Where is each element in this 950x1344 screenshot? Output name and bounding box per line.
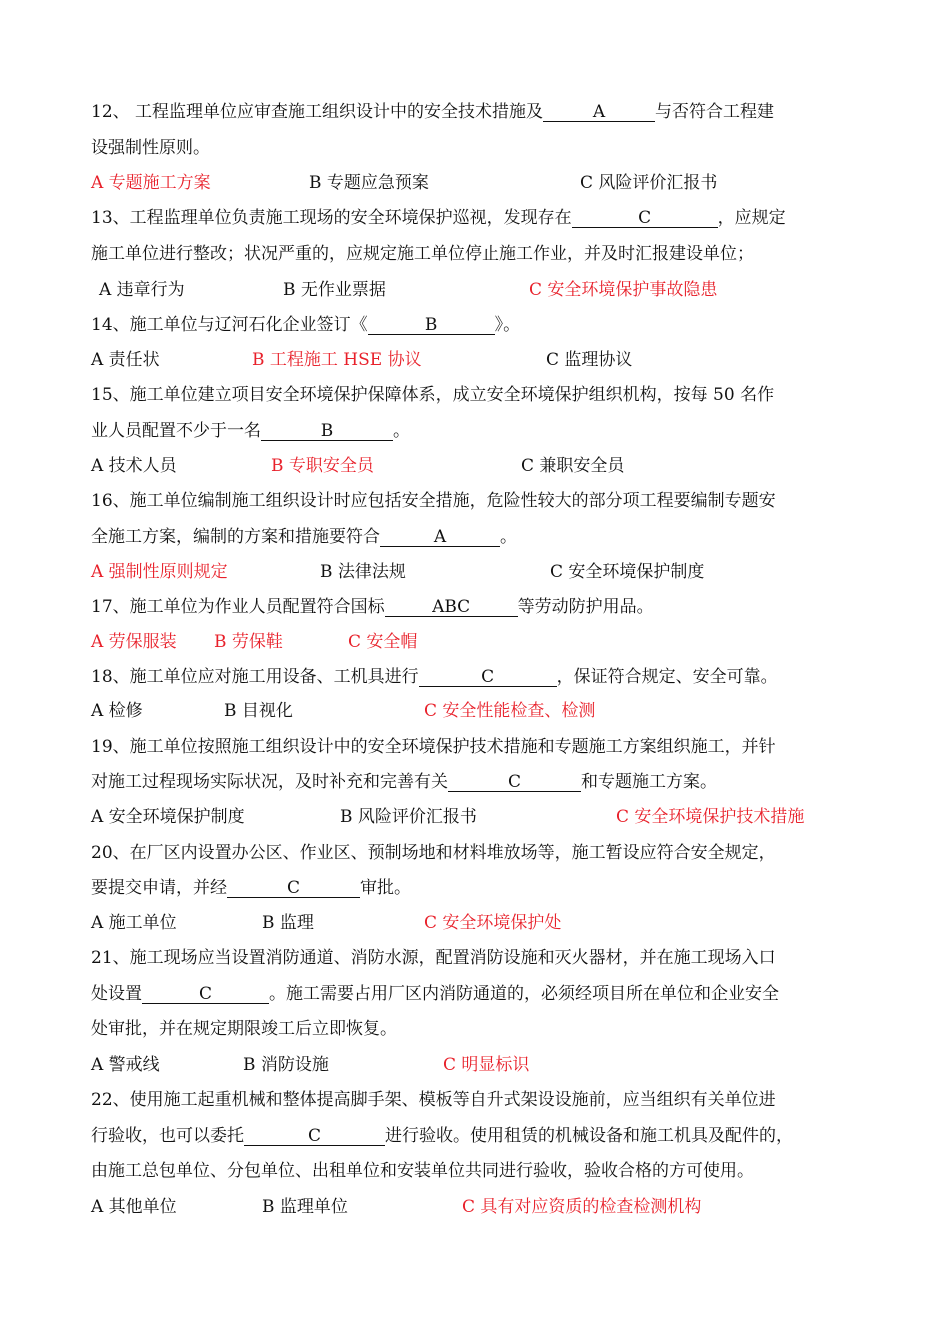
answer-blank: ABC — [385, 598, 518, 617]
answer-blank: B — [368, 316, 495, 335]
option-b: B 法律法规 — [320, 562, 406, 582]
option-b: B 监理 — [262, 913, 314, 933]
option-c: C 安全环境保护制度 — [550, 562, 705, 582]
question-14-line-1 — [91, 314, 890, 336]
question-15-line-2 — [91, 420, 890, 442]
option-c: C 安全环境保护技术措施 — [616, 807, 805, 827]
question-text: 行验收，也可以委托 — [91, 1126, 244, 1146]
option-c: C 安全帽 — [348, 632, 418, 652]
question-12-line-1 — [91, 101, 890, 123]
question-text: ，保证符合规定、安全可靠。 — [556, 667, 778, 687]
option-a: A 强制性原则规定 — [91, 562, 228, 582]
question-20-line-2 — [91, 877, 890, 899]
answer-blank: C — [244, 1127, 385, 1146]
question-12-line-2: 设强制性原则。 — [91, 138, 210, 158]
option-a: A 劳保服装 — [91, 632, 177, 652]
option-b: B 监理单位 — [262, 1197, 348, 1217]
answer-blank: A — [543, 103, 655, 122]
option-c: C 风险评价汇报书 — [580, 173, 718, 193]
question-text: 审批。 — [360, 878, 411, 898]
option-a: A 其他单位 — [91, 1197, 177, 1217]
option-c: C 监理协议 — [546, 350, 633, 370]
option-b: B 劳保鞋 — [214, 632, 283, 652]
option-c: C 兼职安全员 — [521, 456, 625, 476]
option-b: B 工程施工 HSE 协议 — [252, 350, 422, 370]
option-b: B 消防设施 — [243, 1055, 329, 1075]
answer-blank: C — [227, 879, 360, 898]
option-a: A 警戒线 — [91, 1055, 160, 1075]
question-text: 业人员配置不少于一名 — [91, 421, 261, 441]
option-c: C 安全环境保护事故隐患 — [529, 280, 718, 300]
question-text: 17、施工单位为作业人员配置符合国标 — [91, 597, 385, 617]
question-13-line-1 — [91, 207, 890, 229]
question-text: 进行验收。使用租赁的机械设备和施工机具及配件的， — [385, 1126, 793, 1146]
answer-blank: C — [572, 209, 718, 228]
answer-blank: B — [261, 422, 393, 441]
question-text: 要提交申请，并经 — [91, 878, 227, 898]
option-a: A 技术人员 — [91, 456, 177, 476]
question-text: 18、施工单位应对施工用设备、工机具进行 — [91, 667, 419, 687]
answer-blank: A — [380, 528, 500, 547]
question-text: 对施工过程现场实际状况，及时补充和完善有关 — [91, 772, 448, 792]
question-text: 14、施工单位与辽河石化企业签订《 — [91, 315, 368, 335]
answer-blank: C — [448, 773, 581, 792]
question-text: 和专题施工方案。 — [581, 772, 717, 792]
option-a: A 安全环境保护制度 — [91, 807, 245, 827]
question-19-line-2 — [91, 771, 890, 793]
question-19-line-1: 19、施工单位按照施工组织设计中的安全环境保护技术措施和专题施工方案组织施工，并针 — [91, 737, 776, 757]
question-text: 。施工需要占用厂区内消防通道的，必须经项目所在单位和企业安全 — [269, 984, 779, 1004]
option-b: B 无作业票据 — [283, 280, 386, 300]
question-16-line-1: 16、施工单位编制施工组织设计时应包括安全措施，危险性较大的部分项工程要编制专题安 — [91, 491, 776, 511]
question-22-line-3: 由施工总包单位、分包单位、出租单位和安装单位共同进行验收，验收合格的方可使用。 — [91, 1161, 754, 1181]
question-16-line-2 — [91, 526, 890, 548]
question-21-line-2 — [91, 983, 890, 1005]
question-22-line-1: 22、使用施工起重机械和整体提高脚手架、模板等自升式架设设施前，应当组织有关单位进 — [91, 1090, 776, 1110]
option-a: A 施工单位 — [91, 913, 177, 933]
option-b: B 专题应急预案 — [309, 173, 429, 193]
option-c: C 明显标识 — [443, 1055, 530, 1075]
option-a: A 违章行为 — [99, 280, 185, 300]
question-text: 》。 — [494, 315, 521, 335]
question-22-line-2 — [91, 1125, 890, 1147]
option-c: C 安全环境保护处 — [424, 913, 562, 933]
question-text: 。 — [393, 421, 410, 441]
question-17-line-1 — [91, 596, 890, 618]
option-b: B 目视化 — [224, 701, 293, 721]
question-text: 处设置 — [91, 984, 142, 1004]
question-21-line-3: 处审批，并在规定期限竣工后立即恢复。 — [91, 1019, 397, 1039]
option-a: A 检修 — [91, 701, 143, 721]
option-b: B 专职安全员 — [271, 456, 374, 476]
question-text: 等劳动防护用品。 — [517, 597, 654, 617]
option-b: B 风险评价汇报书 — [340, 807, 477, 827]
question-text: ，应规定 — [717, 208, 786, 228]
answer-blank: C — [419, 668, 557, 687]
question-15-line-1: 15、施工单位建立项目安全环境保护保障体系，成立安全环境保护组织机构，按每 50 名作 — [91, 385, 775, 405]
question-20-line-1: 20、在厂区内设置办公区、作业区、预制场地和材料堆放场等，施工暂设应符合安全规定， — [91, 843, 776, 863]
option-c: C 安全性能检查、检测 — [424, 701, 596, 721]
question-text: 全施工方案，编制的方案和措施要符合 — [91, 527, 380, 547]
answer-blank: C — [142, 985, 269, 1004]
question-text: 13、工程监理单位负责施工现场的安全环境保护巡视，发现存在 — [91, 208, 572, 228]
option-a: A 专题施工方案 — [91, 173, 211, 193]
question-21-line-1: 21、施工现场应当设置消防通道、消防水源，配置消防设施和灭火器材，并在施工现场入口 — [91, 948, 776, 968]
question-text: 。 — [500, 527, 517, 547]
question-text: 12、 工程监理单位应审查施工组织设计中的安全技术措施及 — [91, 102, 544, 122]
option-c: C 具有对应资质的检查检测机构 — [462, 1197, 702, 1217]
question-18-line-1 — [91, 666, 890, 688]
option-a: A 责任状 — [91, 350, 160, 370]
question-text: 与否符合工程建 — [655, 102, 775, 122]
question-13-line-2: 施工单位进行整改；状况严重的，应规定施工单位停止施工作业，并及时汇报建设单位； — [91, 244, 754, 264]
